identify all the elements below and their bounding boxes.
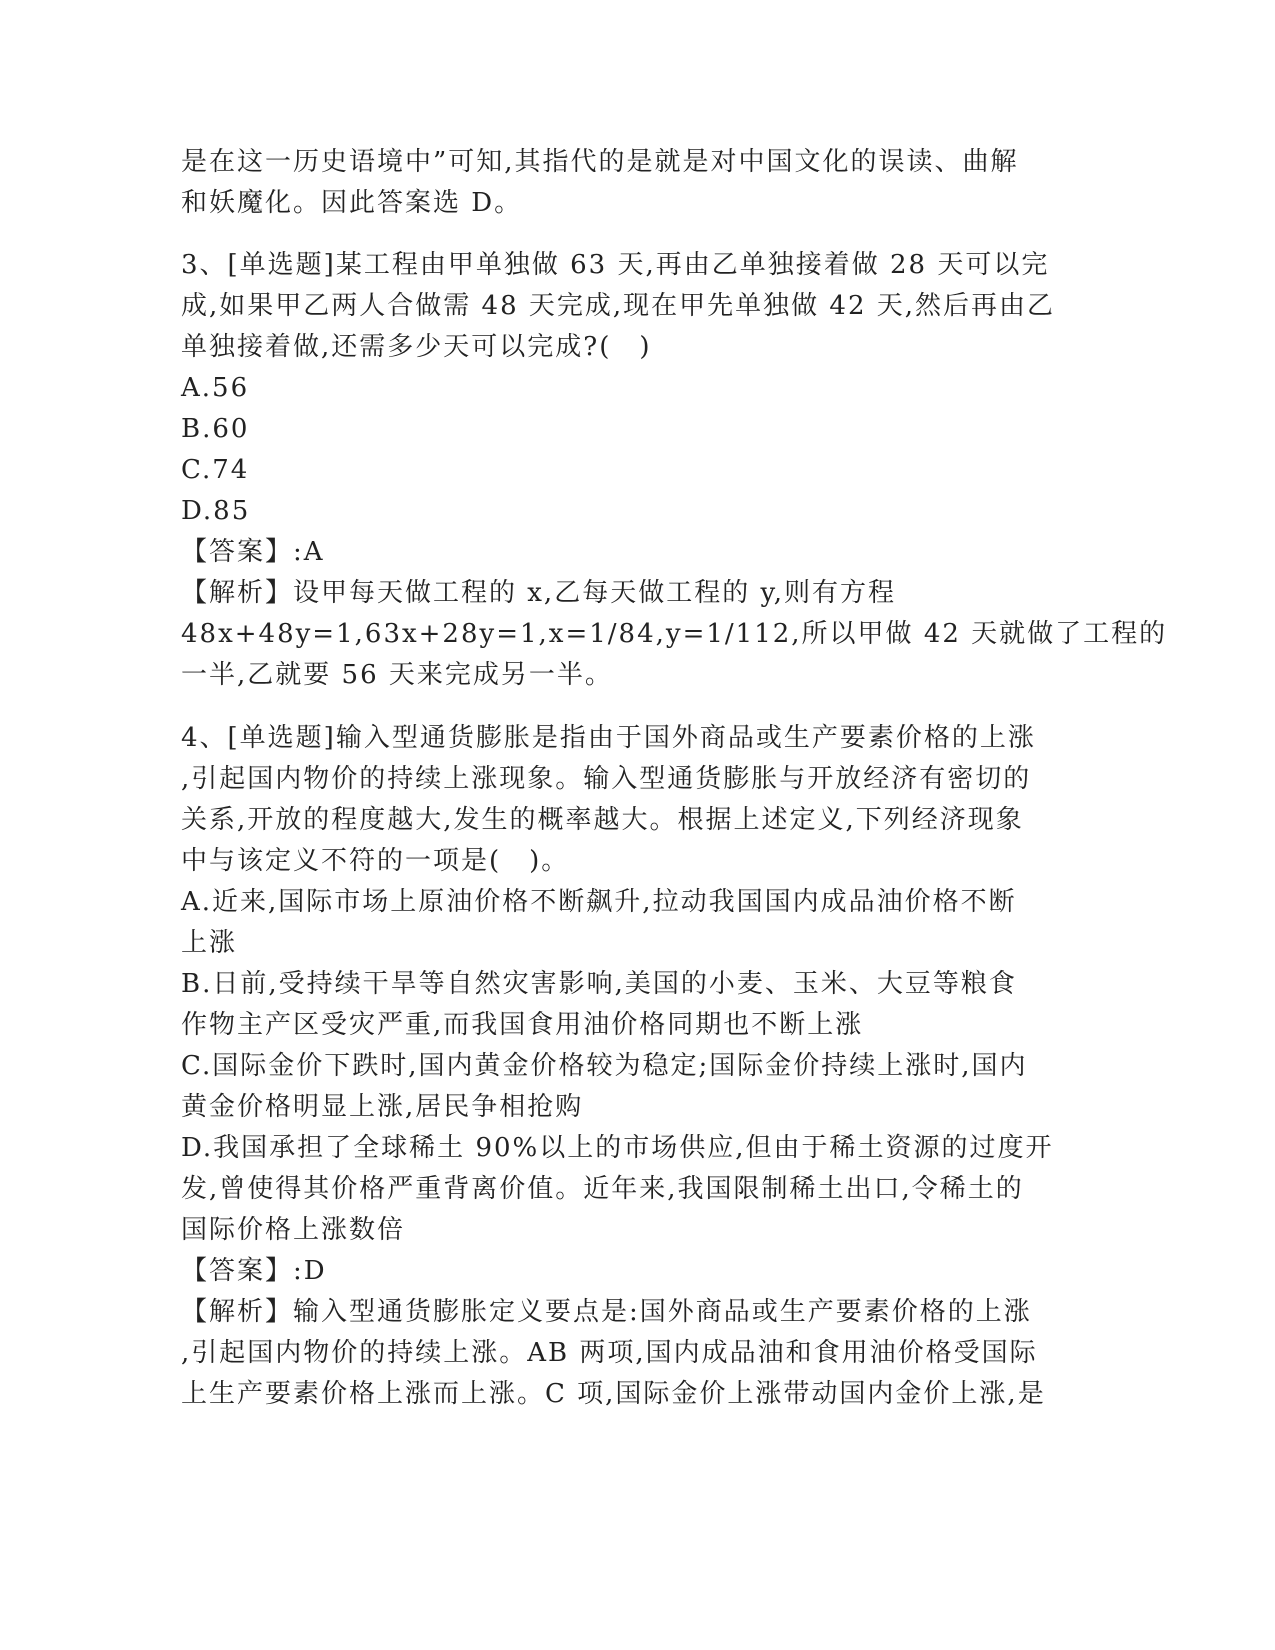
q2-explanation-line: 和妖魔化。因此答案选 D。 xyxy=(181,188,523,218)
q3-option-a: A.56 xyxy=(181,373,250,403)
q3-stem-line: 3、[单选题]某工程由甲单独做 63 天,再由乙单独接着做 28 天可以完 xyxy=(181,250,1050,280)
q4-stem-line: 关系,开放的程度越大,发生的概率越大。根据上述定义,下列经济现象 xyxy=(181,805,1024,835)
q4-option-d-line: D.我国承担了全球稀土 90%以上的市场供应,但由于稀土资源的过度开 xyxy=(181,1133,1054,1163)
q3-analysis-line: 【解析】设甲每天做工程的 x,乙每天做工程的 y,则有方程 xyxy=(181,578,896,608)
q4-analysis-line: 上生产要素价格上涨而上涨。C 项,国际金价上涨带动国内金价上涨,是 xyxy=(181,1379,1046,1409)
q4-option-c-line: 黄金价格明显上涨,居民争相抢购 xyxy=(181,1092,584,1122)
q4-option-a-line: A.近来,国际市场上原油价格不断飙升,拉动我国国内成品油价格不断 xyxy=(181,887,1017,917)
q3-option-c: C.74 xyxy=(181,455,250,485)
q2-explanation-line: 是在这一历史语境中”可知,其指代的是就是对中国文化的误读、曲解 xyxy=(181,147,1019,177)
q4-analysis-line: ,引起国内物价的持续上涨。AB 两项,国内成品油和食用油价格受国际 xyxy=(181,1338,1038,1368)
q3-option-d: D.85 xyxy=(181,496,251,526)
q4-stem-line: 4、[单选题]输入型通货膨胀是指由于国外商品或生产要素价格的上涨 xyxy=(181,723,1036,753)
q3-analysis-line: 一半,乙就要 56 天来完成另一半。 xyxy=(181,660,613,690)
q4-option-b-line: B.日前,受持续干旱等自然灾害影响,美国的小麦、玉米、大豆等粮食 xyxy=(181,969,1017,999)
q4-answer: 【答案】:D xyxy=(181,1256,327,1286)
q4-option-a-line: 上涨 xyxy=(181,928,238,958)
q4-analysis-line: 【解析】输入型通货膨胀定义要点是:国外商品或生产要素价格的上涨 xyxy=(181,1297,1032,1327)
q4-option-b-line: 作物主产区受灾严重,而我国食用油价格同期也不断上涨 xyxy=(181,1010,864,1040)
q3-option-b: B.60 xyxy=(181,414,250,444)
q4-stem-line: 中与该定义不符的一项是( )。 xyxy=(181,846,570,876)
q3-stem-line: 成,如果甲乙两人合做需 48 天完成,现在甲先单独做 42 天,然后再由乙 xyxy=(181,291,1056,321)
q3-stem-line: 单独接着做,还需多少天可以完成?( ) xyxy=(181,332,652,362)
q3-answer: 【答案】:A xyxy=(181,537,325,567)
q4-option-d-line: 发,曾使得其价格严重背离价值。近年来,我国限制稀土出口,令稀土的 xyxy=(181,1174,1024,1204)
q4-option-c-line: C.国际金价下跌时,国内黄金价格较为稳定;国际金价持续上涨时,国内 xyxy=(181,1051,1028,1081)
q4-stem-line: ,引起国内物价的持续上涨现象。输入型通货膨胀与开放经济有密切的 xyxy=(181,764,1032,794)
q4-option-d-line: 国际价格上涨数倍 xyxy=(181,1215,406,1245)
q3-analysis-line: 48x+48y=1,63x+28y=1,x=1/84,y=1/112,所以甲做 42 天就做了工程的 xyxy=(181,619,1168,649)
